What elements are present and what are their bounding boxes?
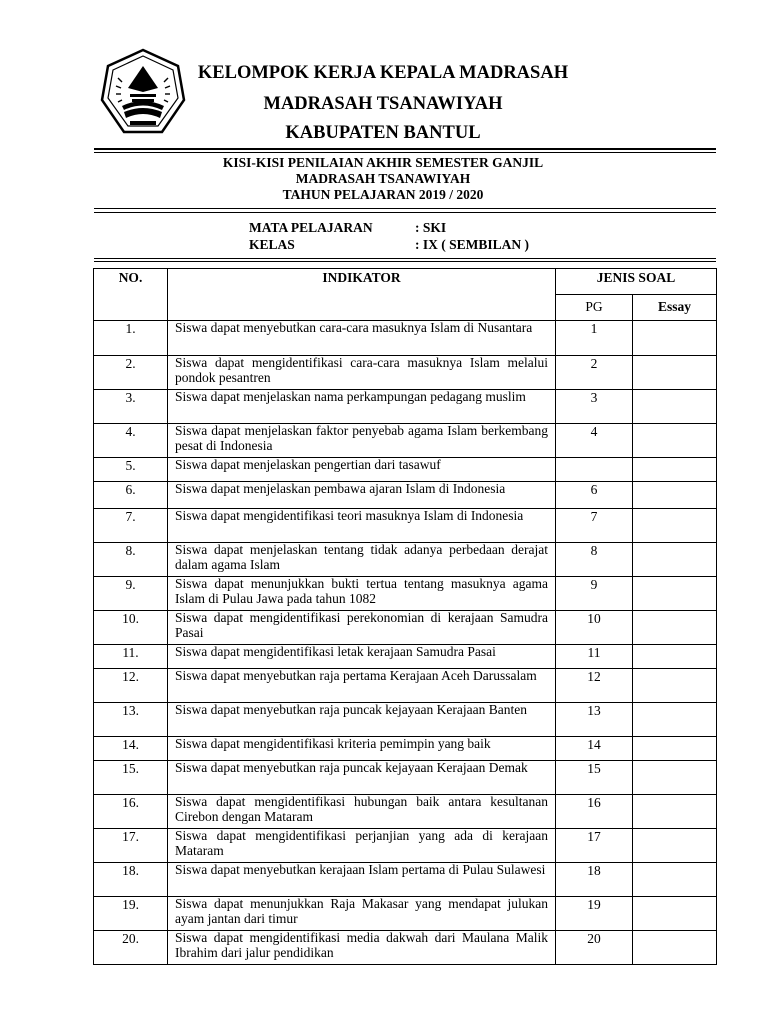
letterhead-line-1: KELOMPOK KERJA KEPALA MADRASAH [197, 63, 569, 83]
row-indikator: Siswa dapat menyebutkan cara-cara masuknya Islam di Nusantara [168, 321, 556, 356]
row-pg: 18 [556, 863, 633, 897]
meta-divider-top [94, 258, 716, 259]
row-essay [633, 931, 717, 965]
row-pg: 19 [556, 897, 633, 931]
table-row [94, 424, 717, 458]
doc-title-line-1: KISI-KISI PENILAIAN AKHIR SEMESTER GANJIL [222, 155, 544, 170]
table-row [94, 703, 717, 737]
table-row [94, 669, 717, 703]
row-pg: 14 [556, 737, 633, 761]
class-label: KELAS [249, 237, 295, 252]
row-essay [633, 737, 717, 761]
row-no: 18. [94, 863, 168, 897]
table-row [94, 509, 717, 543]
doc-title-line-3: TAHUN PELAJARAN 2019 / 2020 [282, 187, 484, 202]
letterhead-line-2: MADRASAH TSANAWIYAH [263, 94, 503, 114]
header-indikator: INDIKATOR [168, 269, 556, 321]
row-pg: 2 [556, 356, 633, 390]
kemenag-logo-icon [100, 48, 186, 136]
header-no: NO. [94, 269, 168, 321]
row-no: 3. [94, 390, 168, 424]
row-pg: 1 [556, 321, 633, 356]
row-indikator: Siswa dapat mengidentifikasi hubungan baik antara kesultanan Cirebon dengan Mataram [168, 795, 556, 829]
row-pg: 9 [556, 577, 633, 611]
row-essay [633, 424, 717, 458]
row-pg: 3 [556, 390, 633, 424]
row-indikator: Siswa dapat mengidentifikasi letak kerajaan Samudra Pasai [168, 645, 556, 669]
row-pg: 7 [556, 509, 633, 543]
row-essay [633, 897, 717, 931]
row-essay [633, 458, 717, 482]
row-no: 7. [94, 509, 168, 543]
row-no: 1. [94, 321, 168, 356]
row-pg: 17 [556, 829, 633, 863]
row-indikator: Siswa dapat mengidentifikasi kriteria pemimpin yang baik [168, 737, 556, 761]
row-no: 17. [94, 829, 168, 863]
doc-title-line-2: MADRASAH TSANAWIYAH [295, 171, 471, 186]
row-essay [633, 829, 717, 863]
row-no: 4. [94, 424, 168, 458]
row-no: 6. [94, 482, 168, 509]
row-indikator: Siswa dapat menunjukkan Raja Makasar yang mendapat julukan ayam jantan dari timur [168, 897, 556, 931]
row-essay [633, 645, 717, 669]
row-pg: 12 [556, 669, 633, 703]
row-indikator: Siswa dapat mengidentifikasi teori masuknya Islam di Indonesia [168, 509, 556, 543]
subject-label: MATA PELAJARAN [249, 220, 373, 235]
table-row [94, 931, 717, 965]
row-essay [633, 611, 717, 645]
row-pg: 10 [556, 611, 633, 645]
row-essay [633, 482, 717, 509]
table-row [94, 390, 717, 424]
header-jenis-soal: JENIS SOAL [556, 269, 717, 295]
row-pg: 15 [556, 761, 633, 795]
title-divider-top [94, 208, 716, 209]
header-essay: Essay [633, 295, 717, 321]
row-essay [633, 669, 717, 703]
table-row [94, 458, 717, 482]
row-indikator: Siswa dapat menjelaskan faktor penyebab agama Islam berkembang pesat di Indonesia [168, 424, 556, 458]
row-indikator: Siswa dapat mengidentifikasi cara-cara masuknya Islam melalui pondok pesantren [168, 356, 556, 390]
table-row [94, 897, 717, 931]
table-row [94, 611, 717, 645]
row-indikator: Siswa dapat menunjukkan bukti tertua tentang masuknya agama Islam di Pulau Jawa pada tahun 1082 [168, 577, 556, 611]
row-no: 2. [94, 356, 168, 390]
row-essay [633, 390, 717, 424]
row-essay [633, 761, 717, 795]
row-no: 10. [94, 611, 168, 645]
row-essay [633, 321, 717, 356]
row-no: 12. [94, 669, 168, 703]
row-indikator: Siswa dapat menjelaskan pembawa ajaran Islam di Indonesia [168, 482, 556, 509]
row-no: 19. [94, 897, 168, 931]
table-row [94, 356, 717, 390]
row-no: 11. [94, 645, 168, 669]
table-row [94, 321, 717, 356]
header-divider-thick [94, 148, 716, 150]
row-essay [633, 356, 717, 390]
row-indikator: Siswa dapat menyebutkan raja puncak kejayaan Kerajaan Banten [168, 703, 556, 737]
row-essay [633, 863, 717, 897]
row-essay [633, 509, 717, 543]
row-indikator: Siswa dapat menjelaskan pengertian dari tasawuf [168, 458, 556, 482]
row-no: 16. [94, 795, 168, 829]
row-essay [633, 577, 717, 611]
row-indikator: Siswa dapat mengidentifikasi media dakwah dari Maulana Malik Ibrahim dari jalur pendidikan [168, 931, 556, 965]
row-pg: 4 [556, 424, 633, 458]
row-indikator: Siswa dapat menjelaskan nama perkampungan pedagang muslim [168, 390, 556, 424]
letterhead-line-3: KABUPATEN BANTUL [285, 123, 481, 143]
row-pg: 16 [556, 795, 633, 829]
meta-divider-bottom [94, 261, 716, 262]
subject-value: : SKI [415, 220, 447, 235]
class-value: : IX ( SEMBILAN ) [415, 237, 530, 252]
table-row [94, 761, 717, 795]
row-essay [633, 703, 717, 737]
row-no: 15. [94, 761, 168, 795]
table-row [94, 577, 717, 611]
table-row [94, 543, 717, 577]
title-divider-bottom [94, 212, 716, 213]
row-no: 9. [94, 577, 168, 611]
row-pg [556, 458, 633, 482]
row-indikator: Siswa dapat menyebutkan kerajaan Islam pertama di Pulau Sulawesi [168, 863, 556, 897]
row-essay [633, 543, 717, 577]
row-pg: 8 [556, 543, 633, 577]
row-indikator: Siswa dapat mengidentifikasi perjanjian yang ada di kerajaan Mataram [168, 829, 556, 863]
row-no: 5. [94, 458, 168, 482]
row-pg: 20 [556, 931, 633, 965]
header-pg: PG [556, 295, 633, 321]
row-indikator: Siswa dapat mengidentifikasi perekonomian di kerajaan Samudra Pasai [168, 611, 556, 645]
row-pg: 11 [556, 645, 633, 669]
row-no: 20. [94, 931, 168, 965]
table-row [94, 737, 717, 761]
row-pg: 13 [556, 703, 633, 737]
row-essay [633, 795, 717, 829]
header-divider-thin [94, 152, 716, 153]
table-row [94, 795, 717, 829]
kisi-kisi-table [93, 268, 717, 965]
row-pg: 6 [556, 482, 633, 509]
row-no: 13. [94, 703, 168, 737]
row-no: 14. [94, 737, 168, 761]
table-row [94, 482, 717, 509]
table-row [94, 829, 717, 863]
row-indikator: Siswa dapat menyebutkan raja pertama Kerajaan Aceh Darussalam [168, 669, 556, 703]
row-indikator: Siswa dapat menyebutkan raja puncak kejayaan Kerajaan Demak [168, 761, 556, 795]
row-no: 8. [94, 543, 168, 577]
table-row [94, 863, 717, 897]
table-row [94, 645, 717, 669]
row-indikator: Siswa dapat menjelaskan tentang tidak adanya perbedaan derajat dalam agama Islam [168, 543, 556, 577]
